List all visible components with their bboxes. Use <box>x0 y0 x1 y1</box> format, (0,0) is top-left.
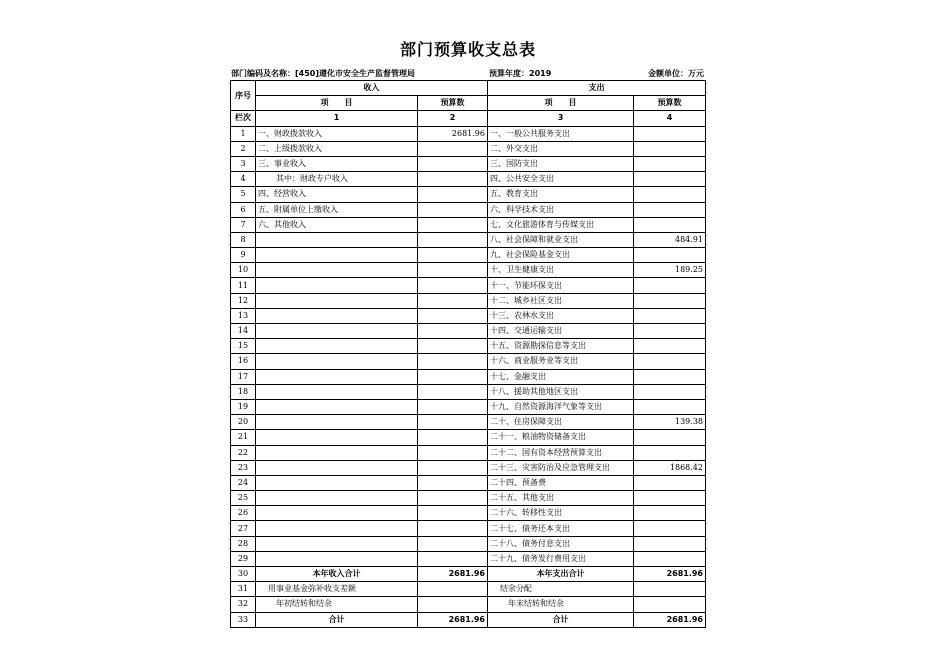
table-body <box>231 126 706 627</box>
table-row <box>231 156 706 171</box>
expense-item: 年末结转和结余 <box>488 597 634 612</box>
amount-unit-label: 金额单位：万元 <box>648 69 704 78</box>
row-number: 6 <box>231 202 256 217</box>
income-value <box>418 460 488 475</box>
income-item-header: 项 目 <box>256 96 418 111</box>
income-value <box>418 293 488 308</box>
income-value <box>418 187 488 202</box>
expense-item: 三、国防支出 <box>488 156 634 171</box>
table-row <box>231 430 706 445</box>
expense-item: 二十一、粮油物资储备支出 <box>488 430 634 445</box>
page-title: 部门预算收支总表 <box>399 40 536 59</box>
income-value: 2681.96 <box>418 126 488 141</box>
expense-value <box>634 354 706 369</box>
row-number: 24 <box>231 475 256 490</box>
expense-value <box>634 187 706 202</box>
row-number: 26 <box>231 506 256 521</box>
row-number: 11 <box>231 278 256 293</box>
table-row <box>231 536 706 551</box>
income-value <box>418 445 488 460</box>
income-value <box>418 202 488 217</box>
expense-value: 2681.96 <box>634 612 706 627</box>
col-num: 4 <box>634 111 706 126</box>
table-row <box>231 324 706 339</box>
expense-value: 139.38 <box>634 415 706 430</box>
income-value <box>418 172 488 187</box>
expense-item: 十七、金融支出 <box>488 369 634 384</box>
expense-value <box>634 430 706 445</box>
expense-value <box>634 172 706 187</box>
table-row <box>231 354 706 369</box>
expense-item: 二十四、预备费 <box>488 475 634 490</box>
row-number: 23 <box>231 460 256 475</box>
income-value <box>418 369 488 384</box>
income-item: 二、上级拨款收入 <box>256 141 418 156</box>
expense-value <box>634 399 706 414</box>
income-item <box>256 521 418 536</box>
income-item <box>256 232 418 247</box>
expense-value <box>634 278 706 293</box>
col-num: 2 <box>418 111 488 126</box>
expense-value <box>634 521 706 536</box>
table-row <box>231 460 706 475</box>
row-number: 18 <box>231 384 256 399</box>
income-value <box>418 551 488 566</box>
budget-year-label: 预算年度：2019 <box>489 69 552 78</box>
table-row <box>231 308 706 323</box>
row-number: 32 <box>231 597 256 612</box>
expense-value <box>634 597 706 612</box>
expense-value: 189.25 <box>634 263 706 278</box>
expense-value <box>634 217 706 232</box>
col-num: 1 <box>256 111 418 126</box>
table-row <box>231 597 706 612</box>
income-value <box>418 354 488 369</box>
expense-item: 十六、商业服务业等支出 <box>488 354 634 369</box>
expense-value <box>634 308 706 323</box>
row-number: 7 <box>231 217 256 232</box>
expense-value <box>634 339 706 354</box>
col-label: 栏次 <box>231 111 256 126</box>
expense-value <box>634 536 706 551</box>
income-item <box>256 369 418 384</box>
expense-value: 1868.42 <box>634 460 706 475</box>
table-row <box>231 293 706 308</box>
income-item: 三、事业收入 <box>256 156 418 171</box>
income-item: 合计 <box>256 612 418 627</box>
table-row <box>231 248 706 263</box>
expense-item: 二十六、转移性支出 <box>488 506 634 521</box>
expense-item: 本年支出合计 <box>488 567 634 582</box>
income-value <box>418 536 488 551</box>
expense-item: 二十三、灾害防治及应急管理支出 <box>488 460 634 475</box>
income-value <box>418 430 488 445</box>
income-item <box>256 551 418 566</box>
income-item: 四、经营收入 <box>256 187 418 202</box>
row-number: 3 <box>231 156 256 171</box>
income-item: 年初结转和结余 <box>256 597 418 612</box>
row-number: 10 <box>231 263 256 278</box>
expense-value <box>634 369 706 384</box>
row-number: 1 <box>231 126 256 141</box>
table-row <box>231 263 706 278</box>
expense-value <box>634 293 706 308</box>
income-value <box>418 506 488 521</box>
table-row <box>231 187 706 202</box>
income-value <box>418 582 488 597</box>
col-num: 3 <box>488 111 634 126</box>
table-row <box>231 582 706 597</box>
expense-value <box>634 475 706 490</box>
row-number: 27 <box>231 521 256 536</box>
expense-item: 一、一般公共服务支出 <box>488 126 634 141</box>
expense-item: 二十九、债务发行费用支出 <box>488 551 634 566</box>
table-row <box>231 384 706 399</box>
seq-header: 序号 <box>231 81 256 111</box>
income-item <box>256 415 418 430</box>
income-item: 其中：财政专户收入 <box>256 172 418 187</box>
row-number: 13 <box>231 308 256 323</box>
expense-value: 484.91 <box>634 232 706 247</box>
expense-item: 十三、农林水支出 <box>488 308 634 323</box>
row-number: 16 <box>231 354 256 369</box>
expense-item: 合计 <box>488 612 634 627</box>
row-number: 12 <box>231 293 256 308</box>
row-number: 30 <box>231 567 256 582</box>
income-value <box>418 263 488 278</box>
income-value: 2681.96 <box>418 567 488 582</box>
table-row <box>231 475 706 490</box>
table-row <box>231 567 706 582</box>
department-label: 部门编码及名称：[450]遵化市安全生产监督管理局 <box>231 69 416 78</box>
row-number: 9 <box>231 248 256 263</box>
expense-item: 十一、节能环保支出 <box>488 278 634 293</box>
income-item: 本年收入合计 <box>256 567 418 582</box>
row-number: 21 <box>231 430 256 445</box>
table-row <box>231 445 706 460</box>
table-row <box>231 415 706 430</box>
expense-item: 二十五、其他支出 <box>488 491 634 506</box>
row-number: 28 <box>231 536 256 551</box>
table-row <box>231 551 706 566</box>
expense-value <box>634 582 706 597</box>
income-item <box>256 491 418 506</box>
row-number: 17 <box>231 369 256 384</box>
expense-value <box>634 324 706 339</box>
table-row <box>231 506 706 521</box>
income-value <box>418 475 488 490</box>
income-item: 一、财政拨款收入 <box>256 126 418 141</box>
expense-item: 二十二、国有资本经营预算支出 <box>488 445 634 460</box>
header-row-1 <box>231 81 706 96</box>
expense-item: 十九、自然资源海洋气象等支出 <box>488 399 634 414</box>
row-number: 31 <box>231 582 256 597</box>
income-item <box>256 248 418 263</box>
expense-value <box>634 491 706 506</box>
table-row <box>231 369 706 384</box>
income-budget-header: 预算数 <box>418 96 488 111</box>
income-item <box>256 384 418 399</box>
income-value <box>418 308 488 323</box>
table-row <box>231 521 706 536</box>
income-item <box>256 506 418 521</box>
expense-value <box>634 126 706 141</box>
expense-value <box>634 551 706 566</box>
expense-value <box>634 506 706 521</box>
income-item <box>256 475 418 490</box>
income-value <box>418 521 488 536</box>
income-value <box>418 384 488 399</box>
expense-item: 八、社会保障和就业支出 <box>488 232 634 247</box>
expense-value <box>634 384 706 399</box>
row-number: 8 <box>231 232 256 247</box>
expense-item-header: 项 目 <box>488 96 634 111</box>
income-item <box>256 536 418 551</box>
table-row <box>231 491 706 506</box>
row-number: 4 <box>231 172 256 187</box>
income-value <box>418 141 488 156</box>
expense-value <box>634 141 706 156</box>
income-item <box>256 263 418 278</box>
expense-value <box>634 248 706 263</box>
income-value <box>418 248 488 263</box>
table-row <box>231 612 706 627</box>
row-number: 33 <box>231 612 256 627</box>
income-value <box>418 491 488 506</box>
row-number: 2 <box>231 141 256 156</box>
row-number: 5 <box>231 187 256 202</box>
income-item: 六、其他收入 <box>256 217 418 232</box>
expense-item: 四、公共安全支出 <box>488 172 634 187</box>
income-item <box>256 430 418 445</box>
income-header: 收入 <box>256 81 488 96</box>
income-item <box>256 278 418 293</box>
expense-value <box>634 156 706 171</box>
expense-value <box>634 445 706 460</box>
expense-item: 十、卫生健康支出 <box>488 263 634 278</box>
income-item: 五、附属单位上缴收入 <box>256 202 418 217</box>
header-row-2 <box>231 96 706 111</box>
income-item <box>256 354 418 369</box>
table-row <box>231 232 706 247</box>
expense-item: 二十七、债务还本支出 <box>488 521 634 536</box>
income-item <box>256 293 418 308</box>
income-value: 2681.96 <box>418 612 488 627</box>
table-row <box>231 172 706 187</box>
expense-item: 十八、援助其他地区支出 <box>488 384 634 399</box>
row-number: 14 <box>231 324 256 339</box>
row-number: 22 <box>231 445 256 460</box>
expense-item: 结余分配 <box>488 582 634 597</box>
table-row <box>231 141 706 156</box>
row-number: 19 <box>231 399 256 414</box>
expense-item: 六、科学技术支出 <box>488 202 634 217</box>
income-item <box>256 460 418 475</box>
income-item <box>256 339 418 354</box>
income-value <box>418 156 488 171</box>
row-number: 29 <box>231 551 256 566</box>
expense-item: 十二、城乡社区支出 <box>488 293 634 308</box>
table-row <box>231 217 706 232</box>
income-value <box>418 278 488 293</box>
expense-value: 2681.96 <box>634 567 706 582</box>
expense-item: 十四、交通运输支出 <box>488 324 634 339</box>
income-item <box>256 308 418 323</box>
income-value <box>418 399 488 414</box>
expense-item: 二十八、债务付息支出 <box>488 536 634 551</box>
budget-summary-table <box>230 80 706 628</box>
income-item <box>256 399 418 414</box>
expense-item: 二十、住房保障支出 <box>488 415 634 430</box>
expense-header: 支出 <box>488 81 706 96</box>
expense-value <box>634 202 706 217</box>
table-row <box>231 339 706 354</box>
table-row <box>231 202 706 217</box>
table-row <box>231 278 706 293</box>
column-number-row <box>231 111 706 126</box>
row-number: 20 <box>231 415 256 430</box>
row-number: 25 <box>231 491 256 506</box>
row-number: 15 <box>231 339 256 354</box>
income-value <box>418 415 488 430</box>
table-row <box>231 399 706 414</box>
income-value <box>418 597 488 612</box>
income-value <box>418 339 488 354</box>
expense-item: 二、外交支出 <box>488 141 634 156</box>
expense-item: 十五、资源勘探信息等支出 <box>488 339 634 354</box>
table-row <box>231 126 706 141</box>
income-item: 用事业基金弥补收支差额 <box>256 582 418 597</box>
income-value <box>418 232 488 247</box>
income-item <box>256 445 418 460</box>
expense-item: 五、教育支出 <box>488 187 634 202</box>
expense-item: 七、文化旅游体育与传媒支出 <box>488 217 634 232</box>
income-value <box>418 324 488 339</box>
expense-budget-header: 预算数 <box>634 96 706 111</box>
income-item <box>256 324 418 339</box>
income-value <box>418 217 488 232</box>
expense-item: 九、社会保险基金支出 <box>488 248 634 263</box>
